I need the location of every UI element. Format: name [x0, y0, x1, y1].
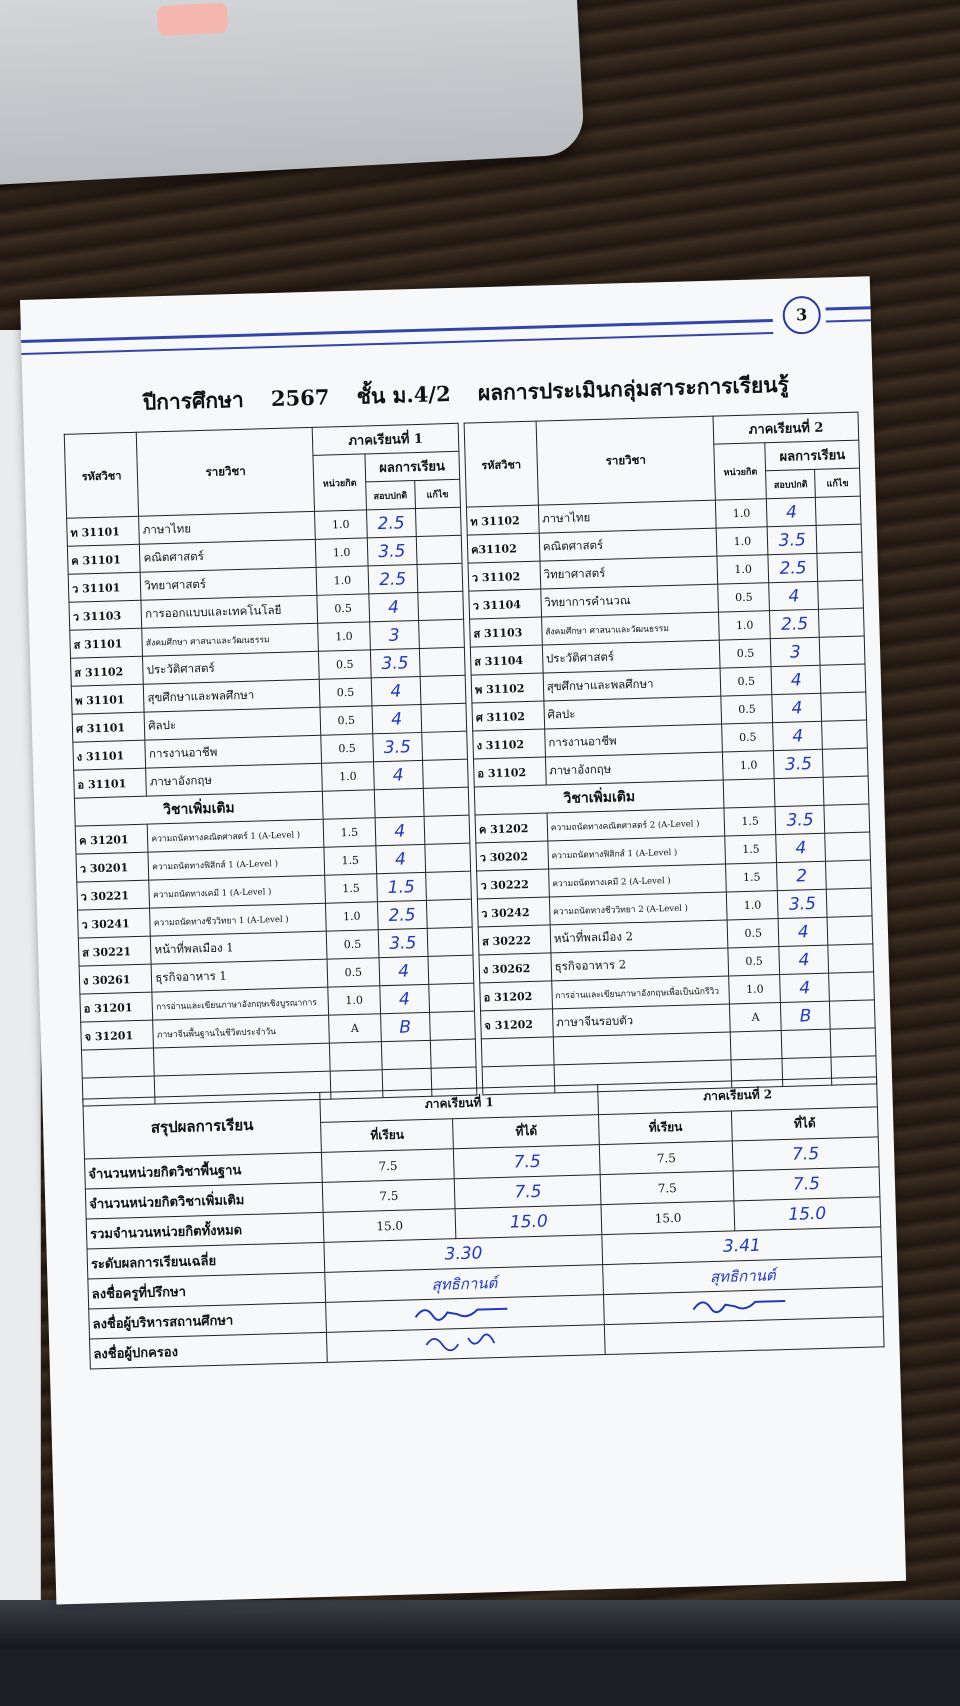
t2-earned-header: ที่ได้ — [731, 1107, 878, 1141]
subject-code: ท 31102 — [466, 505, 539, 535]
term1-earned: 7.5 — [454, 1145, 601, 1179]
subject-fix — [817, 552, 863, 581]
subject-unit: 0.5 — [718, 583, 770, 612]
subject-unit: 0.5 — [720, 667, 772, 696]
subject-grade: 2.5 — [768, 553, 818, 582]
subject-fix — [824, 804, 870, 833]
empty-cell — [481, 1037, 554, 1067]
subject-unit: A — [730, 1003, 782, 1032]
subject-code: อ 31102 — [473, 757, 546, 787]
subject-code: ว 31101 — [68, 572, 141, 602]
subject-code: ว 30221 — [77, 880, 150, 910]
subject-fix — [415, 507, 461, 536]
summary-table — [82, 1076, 884, 1369]
subject-name: สุขศึกษาและพลศึกษา — [144, 679, 321, 712]
subject-unit: 0.5 — [720, 639, 772, 668]
subject-unit: 1.0 — [729, 975, 781, 1004]
subject-unit: 1.0 — [328, 986, 380, 1015]
subject-name: วิทยาการคำนวณ — [541, 584, 719, 617]
t2-studied-header: ที่เรียน — [599, 1111, 732, 1145]
term2-studied: 7.5 — [601, 1171, 734, 1205]
subject-code: ว 30222 — [477, 869, 550, 899]
subject-name: ความถนัดทางคณิตศาสตร์ 1 (A-Level ) — [148, 819, 325, 852]
subject-name: การอ่านและเขียนภาษาอังกฤษเพื่อเป็นนักรีวิว — [552, 976, 730, 1009]
subject-grade: 4 — [379, 984, 429, 1013]
subject-grade: 3.5 — [372, 732, 422, 761]
empty-cell — [374, 788, 424, 817]
subject-unit: 0.5 — [320, 706, 372, 735]
elective-section-label: วิชาเพิ่มเติม — [474, 780, 724, 815]
subject-fix — [426, 899, 472, 928]
term1-earned: 15.0 — [455, 1205, 602, 1239]
term1-earned: 7.5 — [455, 1175, 602, 1209]
subject-name: ศิลปะ — [544, 696, 722, 729]
subject-name: ภาษาอังกฤษ — [146, 763, 323, 796]
subject-unit: A — [329, 1014, 381, 1043]
subject-name: การงานอาชีพ — [544, 724, 722, 757]
subject-unit: 1.0 — [716, 499, 768, 528]
subject-grade: 4 — [769, 581, 819, 610]
subject-code: จ 31201 — [81, 1020, 154, 1050]
subject-unit: 1.0 — [315, 510, 367, 539]
subject-grade: 1.5 — [376, 872, 426, 901]
subject-unit: 1.0 — [326, 902, 378, 931]
subject-fix — [816, 496, 862, 525]
unit-header: หน่วยกิต — [313, 454, 366, 511]
subject-code: ว 31104 — [469, 589, 542, 619]
subject-name: การงานอาชีพ — [145, 735, 322, 768]
subject-fix — [428, 955, 474, 984]
page-title — [142, 368, 823, 420]
subject-grade: 3.5 — [775, 805, 825, 834]
advisor-signature-t1: สุทธิกานต์ — [325, 1265, 604, 1303]
subject-name: วิทยาศาสตร์ — [540, 556, 718, 589]
subject-code: ส 30221 — [78, 936, 151, 966]
subject-name: ความถนัดทางชีววิทยา 1 (A-Level ) — [150, 903, 327, 936]
subject-grade: 3 — [369, 620, 419, 649]
subject-fix — [429, 983, 475, 1012]
subject-unit: 1.5 — [726, 863, 778, 892]
elective-section-label: วิชาเพิ่มเติม — [74, 791, 323, 826]
subject-name: ศิลปะ — [144, 707, 321, 740]
subject-grade: 4 — [379, 956, 429, 985]
subject-code: ค 31201 — [75, 824, 148, 854]
subject-code: ส 31102 — [71, 656, 144, 686]
subject-unit: 0.5 — [317, 594, 369, 623]
subject-fix — [422, 759, 468, 788]
subject-fix — [425, 843, 471, 872]
subject-unit: 1.0 — [316, 566, 368, 595]
subject-grade: 2.5 — [377, 900, 427, 929]
subject-unit: 0.5 — [326, 930, 378, 959]
subject-grade: 3.5 — [378, 928, 428, 957]
parent-label: ลงชื่อผู้ปกครอง — [90, 1332, 328, 1369]
subject-grade: B — [380, 1012, 430, 1041]
subject-name: ความถนัดทางฟิสิกส์ 1 (A-Level ) — [148, 847, 325, 880]
subject-name: ความถนัดทางคณิตศาสตร์ 2 (A-Level ) — [547, 808, 725, 841]
subject-grade: 4 — [368, 593, 418, 622]
subject-code: อ 31202 — [480, 981, 553, 1011]
subject-name: ภาษาอังกฤษ — [545, 752, 723, 785]
empty-cell — [724, 779, 776, 808]
subject-code: ว 30202 — [476, 841, 549, 871]
subject-grade: 4 — [372, 704, 422, 733]
subject-grade: 4 — [779, 945, 829, 974]
subject-grade: 4 — [375, 816, 425, 845]
subject-code: ง 31102 — [473, 729, 546, 759]
subject-code: ส 30222 — [478, 925, 551, 955]
subject-grade: 3.5 — [767, 525, 817, 554]
code-header: รหัสวิชา — [64, 432, 139, 518]
subject-unit: 1.5 — [323, 818, 375, 847]
subject-grade: 4 — [772, 693, 822, 722]
subject-grade: 3.5 — [367, 537, 417, 566]
subject-unit: 1.5 — [725, 835, 777, 864]
subject-code: ค31102 — [467, 533, 540, 563]
empty-cell — [381, 1040, 431, 1069]
subject-fix — [819, 636, 865, 665]
subject-fix — [816, 524, 862, 553]
subject-unit: 0.5 — [321, 734, 373, 763]
fix-header: แก้ไข — [815, 468, 861, 497]
subject-name: ความถนัดทางฟิสิกส์ 1 (A-Level ) — [548, 836, 726, 869]
empty-cell — [731, 1031, 783, 1060]
director-signature-t1-icon — [405, 1298, 526, 1325]
director-signature-t2-icon — [683, 1291, 804, 1318]
subject-unit: 1.0 — [727, 891, 779, 920]
subject-fix — [429, 1011, 475, 1040]
subject-grade: 4 — [771, 665, 821, 694]
subject-grade: B — [781, 1001, 831, 1030]
subject-name: ภาษาไทย — [538, 500, 716, 533]
empty-cell — [823, 776, 869, 805]
subject-name: สุขศึกษาและพลศึกษา — [543, 668, 721, 701]
parent-signature-t1 — [326, 1325, 605, 1363]
subject-name: คณิตศาสตร์ — [539, 528, 717, 561]
subject-code: ส 31104 — [470, 645, 543, 675]
term1-studied: 15.0 — [323, 1209, 456, 1243]
term1-studied: 7.5 — [322, 1179, 455, 1213]
summary-term1: ภาคเรียนที่ 1 — [320, 1085, 599, 1123]
t1-studied-header: ที่เรียน — [321, 1119, 454, 1153]
subject-grade: 4 — [767, 497, 817, 526]
subject-fix — [825, 832, 871, 861]
subject-grade: 4 — [371, 676, 421, 705]
subject-name: ความถนัดทางเคมี 2 (A-Level ) — [548, 864, 726, 897]
subject-code: ศ 31102 — [472, 701, 545, 731]
subject-name: วิทยาศาสตร์ — [140, 567, 317, 600]
term2-earned: 7.5 — [732, 1137, 879, 1171]
page-number: 3 — [782, 296, 821, 335]
subject-grade: 4 — [776, 833, 826, 862]
subject-unit: 0.5 — [722, 723, 774, 752]
subject-code: อ 31101 — [74, 768, 147, 798]
subject-code: ท 31101 — [67, 516, 140, 546]
subject-fix — [820, 664, 866, 693]
subject-code: ส 31103 — [470, 617, 543, 647]
summary-row-label: รวมจำนวนหน่วยกิตทั้งหมด — [86, 1212, 324, 1249]
subject-name: ภาษาไทย — [139, 511, 316, 544]
subject-unit: 1.5 — [724, 807, 776, 836]
subject-name: สังคมศึกษา ศาสนาและวัฒนธรรม — [541, 612, 719, 645]
subject-unit: 0.5 — [319, 650, 371, 679]
subject-unit: 1.0 — [322, 762, 374, 791]
subject-grade: 4 — [773, 721, 823, 750]
normal-header: สอบปกติ — [365, 481, 415, 510]
year-label: ปีการศึกษา — [142, 386, 245, 415]
subject-code: พ 31102 — [471, 673, 544, 703]
director-label: ลงชื่อผู้บริหารสถานศึกษา — [89, 1302, 327, 1339]
name-header: รายวิชา — [137, 427, 315, 516]
subject-grade: 2.5 — [368, 565, 418, 594]
subject-code: จ 31202 — [481, 1009, 554, 1039]
term2-table — [464, 412, 878, 1096]
subject-grade: 4 — [373, 760, 423, 789]
empty-cell — [81, 1048, 154, 1078]
empty-cell — [775, 777, 825, 806]
summary-term2: ภาคเรียนที่ 2 — [598, 1077, 877, 1115]
subject-fix — [426, 871, 472, 900]
header-rule — [21, 319, 773, 355]
gpa-term2: 3.41 — [602, 1227, 881, 1265]
subject-fix — [417, 563, 463, 592]
subject-fix — [419, 647, 465, 676]
subject-code: ง 30261 — [79, 964, 152, 994]
subject-code: ว 30241 — [78, 908, 151, 938]
class-label: ชั้น ม.4/2 — [356, 381, 451, 409]
summary-title: สรุปผลการเรียน — [83, 1092, 322, 1159]
subject-fix — [421, 703, 467, 732]
plastic-sleeve — [0, 1600, 960, 1650]
subject-unit: 1.5 — [324, 846, 376, 875]
laptop-corner — [0, 0, 585, 186]
subject-fix — [422, 731, 468, 760]
result-header: ผลการเรียน — [365, 451, 460, 482]
subject-unit: 1.0 — [316, 538, 368, 567]
laptop-sticker — [157, 2, 228, 36]
subject-name: ธุรกิจอาหาร 1 — [151, 959, 328, 992]
subject-fix — [827, 888, 873, 917]
subject-grade: 2.5 — [770, 609, 820, 638]
subject-fix — [819, 608, 865, 637]
subject-code: ว 30242 — [477, 897, 550, 927]
term1-studied: 7.5 — [321, 1149, 454, 1183]
subject-name: หน้าที่พลเมือง 1 — [151, 931, 328, 964]
subject-name: ประวัติศาสตร์ — [542, 640, 720, 673]
advisor-label: ลงชื่อครูที่ปรึกษา — [88, 1272, 326, 1309]
subject-name: ภาษาจีนพื้นฐานในชีวิตประจำวัน — [153, 1015, 330, 1048]
subject-code: ง 30262 — [479, 953, 552, 983]
term1-header: ภาคเรียนที่ 1 — [312, 423, 458, 455]
subject-grade: 3.5 — [370, 648, 420, 677]
empty-cell — [423, 787, 469, 816]
subject-name: ความถนัดทางเคมี 1 (A-Level ) — [149, 875, 326, 908]
name-header: รายวิชา — [536, 416, 716, 505]
empty-cell — [830, 1028, 876, 1057]
report-page — [20, 276, 906, 1604]
subject-fix — [826, 860, 872, 889]
term1-table — [64, 423, 478, 1107]
term2-header: ภาคเรียนที่ 2 — [713, 412, 858, 444]
normal-header: สอบปกติ — [766, 469, 816, 498]
subject-fix — [818, 580, 864, 609]
subject-name: ธุรกิจอาหาร 2 — [551, 948, 729, 981]
subject-fix — [427, 927, 473, 956]
floor-strip — [0, 1650, 960, 1706]
subject-unit: 0.5 — [319, 678, 371, 707]
empty-cell — [330, 1042, 382, 1071]
parent-signature-t2 — [605, 1317, 884, 1355]
summary-row-label: จำนวนหน่วยกิตวิชาพื้นฐาน — [85, 1152, 323, 1189]
subject-grade: 3.5 — [774, 749, 824, 778]
subject-unit: 0.5 — [728, 947, 780, 976]
subject-unit: 0.5 — [721, 695, 773, 724]
subject-fix — [829, 972, 875, 1001]
term2-studied: 7.5 — [600, 1141, 733, 1175]
subject-unit: 1.0 — [717, 555, 769, 584]
subject-code: ค 31202 — [475, 813, 548, 843]
year-value: 2567 — [270, 384, 330, 412]
subject-fix — [822, 720, 868, 749]
subject-code: ง 31101 — [73, 740, 146, 770]
code-header: รหัสวิชา — [464, 421, 538, 507]
subject-code: ว 30201 — [76, 852, 149, 882]
subject-grade: 4 — [376, 844, 426, 873]
subject-name: ความถนัดทางชีววิทยา 2 (A-Level ) — [549, 892, 727, 925]
subject-grade: 2 — [777, 861, 827, 890]
empty-cell — [782, 1029, 832, 1058]
subject-unit: 1.0 — [318, 622, 370, 651]
term2-earned: 15.0 — [734, 1197, 881, 1231]
subject-fix — [418, 619, 464, 648]
subject-code: ว 31103 — [69, 600, 142, 630]
subject-code: ศ 31101 — [72, 712, 145, 742]
subject-name: คณิตศาสตร์ — [140, 539, 317, 572]
parent-signature-icon — [406, 1328, 527, 1355]
subject-fix — [821, 692, 867, 721]
subject-fix — [424, 815, 470, 844]
subject-unit: 0.5 — [327, 958, 379, 987]
subject-name: การออกแบบและเทคโนโลยี — [141, 595, 318, 628]
subject-code: ส 31101 — [70, 628, 143, 658]
subject-code: พ 31101 — [71, 684, 144, 714]
subject-fix — [418, 591, 464, 620]
subject-fix — [827, 916, 873, 945]
subject-unit: 1.0 — [719, 611, 771, 640]
subject-name: สังคมศึกษา ศาสนาและวัฒนธรรม — [142, 623, 319, 656]
title-heading: ผลการประเมินกลุ่มสาระการเรียนรู้ — [477, 371, 790, 406]
subject-fix — [830, 1000, 876, 1029]
empty-cell — [430, 1039, 476, 1068]
subject-grade: 3 — [771, 637, 821, 666]
summary-row-label: จำนวนหน่วยกิตวิชาเพิ่มเติม — [85, 1182, 323, 1219]
advisor-signature-t2: สุทธิกานต์ — [603, 1257, 882, 1295]
fix-header: แก้ไข — [415, 479, 461, 508]
subject-name: ประวัติศาสตร์ — [143, 651, 320, 684]
subject-fix — [420, 675, 466, 704]
header-rule-right — [826, 306, 871, 322]
subject-code: อ 31201 — [80, 992, 153, 1022]
unit-header: หน่วยกิต — [714, 443, 767, 500]
subject-grade: 2.5 — [366, 509, 416, 538]
result-header: ผลการเรียน — [765, 440, 859, 471]
subject-name: หน้าที่พลเมือง 2 — [550, 920, 728, 953]
subject-grade: 4 — [778, 917, 828, 946]
subject-unit: 0.5 — [727, 919, 779, 948]
subject-code: ค 31101 — [67, 544, 140, 574]
subject-unit: 1.0 — [717, 527, 769, 556]
subject-fix — [828, 944, 874, 973]
subject-name: ภาษาจีนรอบตัว — [552, 1004, 730, 1037]
subject-grade: 3.5 — [778, 889, 828, 918]
gpa-label: ระดับผลการเรียนเฉลี่ย — [87, 1242, 325, 1279]
subject-unit: 1.0 — [723, 751, 775, 780]
term2-studied: 15.0 — [601, 1201, 734, 1235]
term2-earned: 7.5 — [733, 1167, 880, 1201]
subject-fix — [823, 748, 869, 777]
subject-fix — [416, 535, 462, 564]
gpa-term1: 3.30 — [324, 1235, 603, 1273]
subject-grade: 4 — [780, 973, 830, 1002]
subject-unit: 1.5 — [325, 874, 377, 903]
subject-name: การอ่านและเขียนภาษาอังกฤษเชิงบูรณาการ — [152, 987, 329, 1020]
empty-cell — [323, 790, 375, 819]
t1-earned-header: ที่ได้ — [453, 1115, 600, 1149]
subject-code: ว 31102 — [468, 561, 541, 591]
